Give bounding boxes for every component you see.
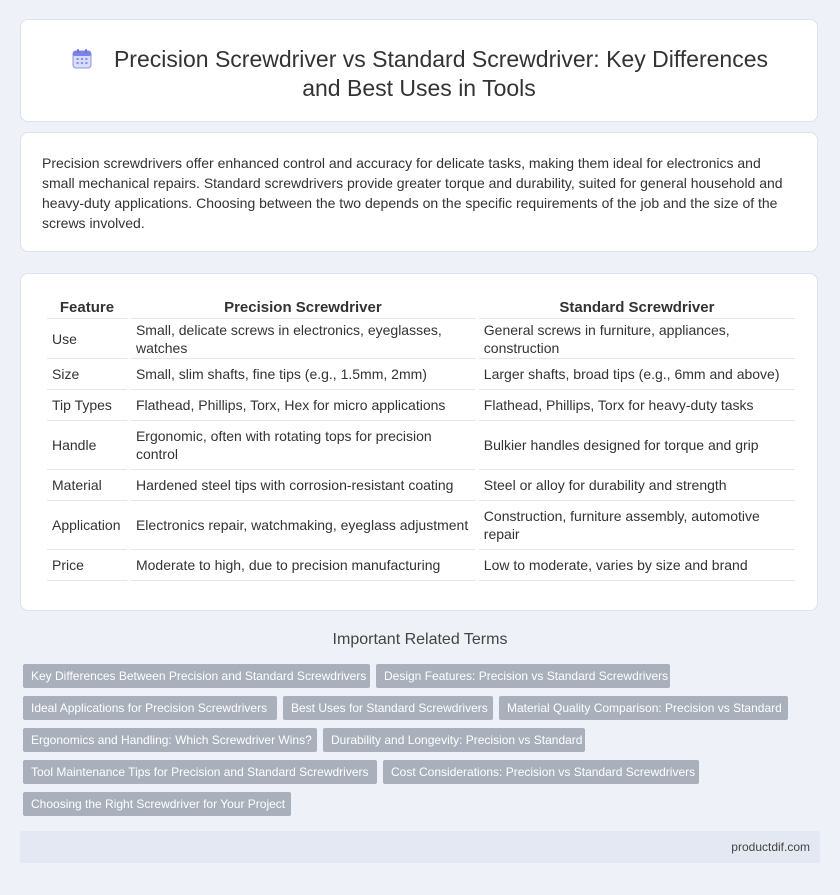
table-cell-feature: Size bbox=[47, 359, 127, 390]
title-card bbox=[20, 19, 818, 122]
table-cell-precision: Ergonomic, often with rotating tops for precision control bbox=[131, 421, 475, 470]
table-cell-standard: Low to moderate, varies by size and brand bbox=[479, 550, 795, 581]
comparison-table bbox=[43, 295, 799, 581]
header-standard: Standard Screwdriver bbox=[479, 295, 795, 319]
related-tag[interactable]: Design Features: Precision vs Standard Screwdrivers bbox=[376, 664, 670, 688]
related-tag[interactable]: Key Differences Between Precision and Standard Screwdrivers bbox=[23, 664, 370, 688]
header-precision: Precision Screwdriver bbox=[131, 295, 475, 319]
page-title: Precision Screwdriver vs Standard Screwdriver: Key Differences and Best Uses in Tools bbox=[113, 46, 769, 101]
table-cell-precision: Electronics repair, watchmaking, eyeglass adjustment bbox=[131, 501, 475, 550]
related-terms-title: Important Related Terms bbox=[332, 631, 508, 648]
table-cell-precision: Moderate to high, due to precision manufacturing bbox=[131, 550, 475, 581]
related-tag[interactable]: Durability and Longevity: Precision vs Standard bbox=[323, 728, 585, 752]
related-tag[interactable]: Choosing the Right Screwdriver for Your Project bbox=[23, 792, 291, 816]
related-tag[interactable]: Ergonomics and Handling: Which Screwdriver Wins? bbox=[23, 728, 317, 752]
table-cell-precision: Hardened steel tips with corrosion-resistant coating bbox=[131, 470, 475, 501]
intro-paragraph: Precision screwdrivers offer enhanced control and accuracy for delicate tasks, making them ideal for electronics and small mechanical repairs. Standard screwdrivers provide greater torque and durability, suited for general household and heavy-duty applications. Choosing between the two depends on the specific requirements of the job and the size of the screws involved. bbox=[42, 155, 783, 231]
intro-card bbox=[20, 132, 818, 252]
table-cell-precision: Small, delicate screws in electronics, eyeglasses, watches bbox=[131, 319, 475, 359]
calendar-icon bbox=[70, 47, 94, 71]
table-cell-precision: Small, slim shafts, fine tips (e.g., 1.5mm, 2mm) bbox=[131, 359, 475, 390]
table-cell-precision: Flathead, Phillips, Torx, Hex for micro applications bbox=[131, 390, 475, 421]
table-cell-standard: Flathead, Phillips, Torx for heavy-duty tasks bbox=[479, 390, 795, 421]
table-cell-standard: Steel or alloy for durability and strength bbox=[479, 470, 795, 501]
related-tag[interactable]: Best Uses for Standard Screwdrivers bbox=[283, 696, 493, 720]
table-cell-feature: Use bbox=[47, 319, 127, 359]
table-cell-standard: Larger shafts, broad tips (e.g., 6mm and above) bbox=[479, 359, 795, 390]
table-cell-feature: Tip Types bbox=[47, 390, 127, 421]
table-cell-feature: Handle bbox=[47, 421, 127, 470]
footer-bar bbox=[20, 831, 820, 863]
comparison-table-card bbox=[20, 273, 818, 611]
table-row bbox=[47, 359, 795, 390]
table-row bbox=[47, 319, 795, 359]
footer-site-name: productdif.com bbox=[731, 840, 810, 854]
table-cell-standard: General screws in furniture, appliances, construction bbox=[479, 319, 795, 359]
table-row bbox=[47, 550, 795, 581]
table-row bbox=[47, 421, 795, 470]
related-tag[interactable]: Tool Maintenance Tips for Precision and Standard Screwdrivers bbox=[23, 760, 377, 784]
table-cell-feature: Application bbox=[47, 501, 127, 550]
table-cell-feature: Price bbox=[47, 550, 127, 581]
table-cell-feature: Material bbox=[47, 470, 127, 501]
table-row bbox=[47, 390, 795, 421]
table-row bbox=[47, 501, 795, 550]
table-cell-standard: Construction, furniture assembly, automotive repair bbox=[479, 501, 795, 550]
table-cell-standard: Bulkier handles designed for torque and grip bbox=[479, 421, 795, 470]
table-header-row bbox=[47, 295, 795, 319]
header-feature: Feature bbox=[47, 295, 127, 319]
table-row bbox=[47, 470, 795, 501]
related-tag[interactable]: Cost Considerations: Precision vs Standard Screwdrivers bbox=[383, 760, 699, 784]
page-title-row bbox=[21, 45, 817, 103]
related-tag[interactable]: Ideal Applications for Precision Screwdrivers bbox=[23, 696, 277, 720]
related-tag[interactable]: Material Quality Comparison: Precision vs Standard bbox=[499, 696, 788, 720]
